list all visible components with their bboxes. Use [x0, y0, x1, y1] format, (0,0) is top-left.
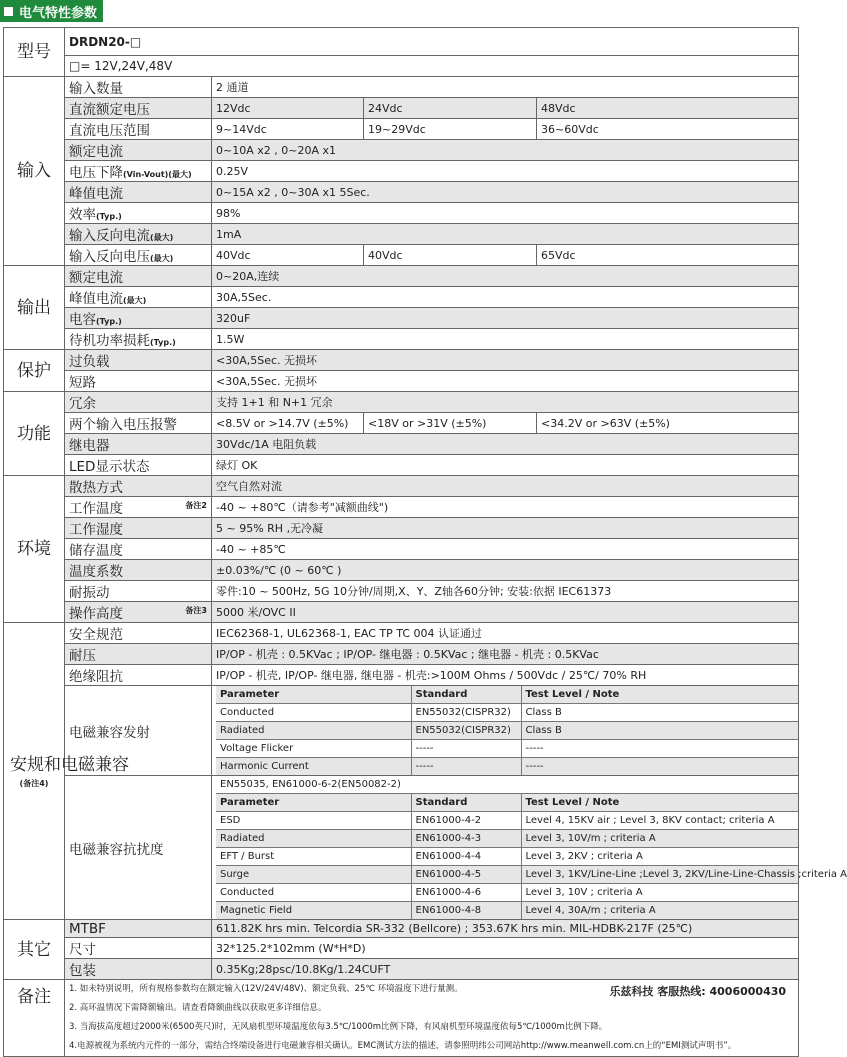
spec-row — [4, 455, 799, 476]
spec-label-text: 效率 — [69, 207, 96, 223]
spec-row — [4, 392, 799, 413]
emi-row — [216, 704, 799, 722]
emi-cell: EN55032(CISPR32) — [411, 722, 521, 740]
spec-value: -40 ~ +80℃（请参考"减额曲线") — [212, 497, 799, 518]
spec-label — [65, 182, 212, 203]
function-category: 功能 — [4, 392, 65, 476]
spec-row — [4, 602, 799, 623]
emi-row — [216, 722, 799, 740]
ems-header-cell: Test Level / Note — [521, 794, 799, 812]
model-category: 型号 — [4, 28, 65, 77]
spec-value: 65Vdc — [537, 245, 799, 266]
spec-value: <8.5V or >14.7V (±5%) — [212, 413, 364, 434]
ems-table — [216, 776, 847, 919]
spec-label — [65, 602, 212, 623]
spec-label-tag: (最大) — [150, 254, 174, 263]
ems-cell: EN61000-4-3 — [411, 830, 521, 848]
spec-label-text: 短路 — [69, 375, 96, 391]
output-category: 输出 — [4, 266, 65, 350]
spec-label-text: 电压下降 — [69, 165, 123, 181]
spec-row — [4, 959, 799, 980]
spec-value: 12Vdc — [212, 98, 364, 119]
ems-table-cell — [212, 776, 847, 920]
spec-label-text: 耐振动 — [69, 585, 110, 601]
spec-value: 5 ~ 95% RH ,无冷凝 — [212, 518, 799, 539]
ems-cell: Level 3, 10V/m ; criteria A — [521, 830, 799, 848]
spec-label — [65, 392, 212, 413]
spec-label-tag: (最大) — [123, 296, 147, 305]
spec-label-tag: (Typ.) — [96, 212, 122, 221]
spec-label — [65, 920, 212, 938]
spec-row — [4, 245, 799, 266]
emi-cell: Voltage Flicker — [216, 740, 411, 758]
spec-value: 40Vdc — [364, 245, 537, 266]
note-item: 1. 如未特别说明，所有规格参数均在额定输入(12V/24V/48V)、额定负载、25℃ 环境温度下进行量测。 — [69, 984, 463, 994]
spec-row — [4, 98, 799, 119]
spec-row — [4, 119, 799, 140]
emi-cell: ----- — [521, 758, 799, 776]
spec-label — [65, 434, 212, 455]
spec-label — [65, 581, 212, 602]
spec-row — [4, 308, 799, 329]
ems-row — [216, 812, 799, 830]
model-voltages: □= 12V,24V,48V — [65, 56, 799, 77]
spec-label-text: 额定电流 — [69, 144, 123, 160]
emi-header-cell: Parameter — [216, 686, 411, 704]
emi-cell: ----- — [411, 758, 521, 776]
spec-value: <30A,5Sec. 无损坏 — [212, 371, 799, 392]
spec-label: 耐压 — [65, 644, 212, 665]
spec-label — [65, 350, 212, 371]
spec-label-tag: (Typ.) — [96, 317, 122, 326]
spec-value: 98% — [212, 203, 799, 224]
spec-value: 320uF — [212, 308, 799, 329]
spec-value: 1.5W — [212, 329, 799, 350]
spec-value: 0~10A x2 , 0~20A x1 — [212, 140, 799, 161]
spec-table — [3, 27, 847, 1057]
ems-cell: EN61000-4-2 — [411, 812, 521, 830]
spec-label — [65, 560, 212, 581]
hotline: 乐兹科技 客服热线: 4006000430 — [609, 985, 787, 998]
ems-cell: EN61000-4-8 — [411, 902, 521, 920]
section-header — [0, 0, 103, 22]
ems-intro: EN55035, EN61000-6-2(EN50082-2) — [216, 776, 799, 794]
spec-label — [65, 203, 212, 224]
ems-cell: Level 3, 2KV ; criteria A — [521, 848, 799, 866]
spec-value: <18V or >31V (±5%) — [364, 413, 537, 434]
spec-row — [4, 161, 799, 182]
ems-header-cell: Standard — [411, 794, 521, 812]
spec-value: IP/OP - 机壳, IP/OP- 继电器, 继电器 - 机壳:>100M Ohms / 500Vdc / 25℃/ 70% RH — [212, 665, 799, 686]
spec-label-tag: (最大) — [150, 233, 174, 242]
ems-cell: Magnetic Field — [216, 902, 411, 920]
spec-label-text: MTBF — [69, 920, 106, 937]
ems-label: 电磁兼容抗扰度 — [65, 776, 212, 920]
spec-label-text: 操作高度 — [69, 606, 123, 622]
spec-label — [65, 140, 212, 161]
notes-cell — [65, 980, 799, 1057]
spec-value: 30A,5Sec. — [212, 287, 799, 308]
note-item: 3. 当海拔高度超过2000米(6500英尺)时，无风扇机型环境温度依每3.5℃/1000m比例下降，有风扇机型环境温度依每5℃/1000m比例下降。 — [69, 1022, 608, 1032]
spec-value: 40Vdc — [212, 245, 364, 266]
spec-row — [4, 224, 799, 245]
spec-label-text: 继电器 — [69, 438, 110, 454]
spec-row — [4, 287, 799, 308]
ems-cell: Level 3, 1KV/Line-Line ;Level 3, 2KV/Line-Line-Chassis ;criteria A — [521, 866, 799, 884]
spec-value: 0~20A,连续 — [212, 266, 799, 287]
emi-cell: ----- — [521, 740, 799, 758]
spec-value: IEC62368-1, UL62368-1, EAC TP TC 004 认证通过 — [212, 623, 799, 644]
spec-value: ±0.03%/℃ (0 ~ 60℃ ) — [212, 560, 799, 581]
spec-label-tag: (Typ.) — [150, 338, 176, 347]
spec-row — [4, 266, 799, 287]
spec-row — [4, 518, 799, 539]
input-category: 输入 — [4, 77, 65, 266]
emi-table — [216, 686, 799, 775]
spec-label — [65, 413, 212, 434]
spec-value: 零件:10 ~ 500Hz, 5G 10分钟/周期,X、Y、Z轴各60分钟; 安装:依据 IEC61373 — [212, 581, 799, 602]
spec-label — [65, 308, 212, 329]
emi-cell: Radiated — [216, 722, 411, 740]
spec-value: 9~14Vdc — [212, 119, 364, 140]
emi-cell: Harmonic Current — [216, 758, 411, 776]
spec-label-text: 散热方式 — [69, 480, 123, 496]
emi-table-cell — [212, 686, 799, 776]
spec-value: 32*125.2*102mm (W*H*D) — [212, 938, 799, 959]
others-category: 其它 — [4, 920, 65, 980]
emi-label: 电磁兼容发射 — [65, 686, 212, 776]
note-item: 4.电源被视为系统内元件的一部分，需结合终端设备进行电磁兼容相关确认。EMC测试方法的描述，请参照明纬公司网站http://www.meanwell.com.cn上的“EMI测试声明书”。 — [69, 1041, 737, 1051]
spec-label — [65, 119, 212, 140]
spec-row — [4, 371, 799, 392]
spec-label-text: 输入反向电压 — [69, 249, 150, 265]
ems-cell: EFT / Burst — [216, 848, 411, 866]
emi-row — [216, 740, 799, 758]
spec-value: -40 ~ +85℃ — [212, 539, 799, 560]
emi-row — [216, 758, 799, 776]
spec-label-text: 额定电流 — [69, 270, 123, 286]
spec-label-text: 直流额定电压 — [69, 102, 150, 118]
spec-value: 5000 米/OVC II — [212, 602, 799, 623]
ems-cell: ESD — [216, 812, 411, 830]
spec-row — [4, 140, 799, 161]
spec-label-text: 电容 — [69, 312, 96, 328]
spec-label — [65, 266, 212, 287]
ems-cell: EN61000-4-6 — [411, 884, 521, 902]
spec-label — [65, 224, 212, 245]
spec-row — [4, 938, 799, 959]
spec-label — [65, 77, 212, 98]
spec-label-tag: (Vin-Vout)(最大) — [123, 170, 192, 179]
spec-row — [4, 203, 799, 224]
spec-row — [4, 476, 799, 497]
ems-cell: Level 3, 10V ; criteria A — [521, 884, 799, 902]
spec-row — [4, 329, 799, 350]
spec-value: 0~15A x2 , 0~30A x1 5Sec. — [212, 182, 799, 203]
ems-header-cell: Parameter — [216, 794, 411, 812]
safety-category-text: 安规和电磁兼容 — [10, 755, 129, 775]
spec-label — [65, 371, 212, 392]
ems-row — [216, 830, 799, 848]
spec-row — [4, 581, 799, 602]
spec-label-text: 包装 — [69, 963, 96, 979]
spec-value: <34.2V or >63V (±5%) — [537, 413, 799, 434]
spec-label: 安全规范 — [65, 623, 212, 644]
spec-row — [4, 350, 799, 371]
spec-label-text: LED显示状态 — [69, 459, 150, 475]
spec-label — [65, 539, 212, 560]
spec-value: 0.25V — [212, 161, 799, 182]
safety-category-note: (备注4) — [19, 779, 49, 788]
spec-row — [4, 497, 799, 518]
spec-row — [4, 434, 799, 455]
spec-label-text: 待机功率损耗 — [69, 333, 150, 349]
ems-cell: Conducted — [216, 884, 411, 902]
protection-category: 保护 — [4, 350, 65, 392]
spec-label-text: 峰值电流 — [69, 186, 123, 202]
ems-row — [216, 848, 799, 866]
spec-value: 空气自然对流 — [212, 476, 799, 497]
spec-row — [4, 560, 799, 581]
spec-label-note: 备注3 — [185, 606, 207, 615]
spec-label — [65, 329, 212, 350]
spec-label-text: 输入数量 — [69, 81, 123, 97]
spec-label-text: 过负载 — [69, 354, 110, 370]
ems-row — [216, 866, 799, 884]
spec-label — [65, 287, 212, 308]
spec-value: 36~60Vdc — [537, 119, 799, 140]
emi-header-cell: Test Level / Note — [521, 686, 799, 704]
spec-label — [65, 497, 212, 518]
spec-value: IP/OP - 机壳 : 0.5KVac ; IP/OP- 继电器 : 0.5KVac ; 继电器 - 机壳 : 0.5KVac — [212, 644, 799, 665]
spec-label-note: 备注2 — [185, 501, 207, 510]
spec-row — [4, 539, 799, 560]
spec-label — [65, 98, 212, 119]
ems-cell: Radiated — [216, 830, 411, 848]
notes-category: 备注 — [4, 980, 65, 1057]
spec-label-text: 输入反向电流 — [69, 228, 150, 244]
spec-label-text: 两个输入电压报警 — [69, 417, 177, 433]
spec-value: 19~29Vdc — [364, 119, 537, 140]
spec-label-text: 尺寸 — [69, 942, 96, 958]
ems-cell: EN61000-4-5 — [411, 866, 521, 884]
emi-cell: Class B — [521, 704, 799, 722]
spec-label — [65, 161, 212, 182]
emi-cell: ----- — [411, 740, 521, 758]
square-icon — [4, 7, 13, 16]
spec-label — [65, 518, 212, 539]
ems-cell: Level 4, 15KV air ; Level 3, 8KV contact; criteria A — [521, 812, 799, 830]
ems-cell: Level 4, 30A/m ; criteria A — [521, 902, 799, 920]
spec-row — [4, 182, 799, 203]
spec-row — [4, 413, 799, 434]
spec-value: 30Vdc/1A 电阻负载 — [212, 434, 799, 455]
spec-label — [65, 476, 212, 497]
spec-label — [65, 245, 212, 266]
note-item: 2. 高环温情况下需降额输出。请查看降额曲线以获取更多详细信息。 — [69, 1003, 327, 1013]
model-name: DRDN20-□ — [65, 28, 799, 56]
spec-label-text: 冗余 — [69, 396, 96, 412]
spec-value: 支持 1+1 和 N+1 冗余 — [212, 392, 799, 413]
spec-value: 绿灯 OK — [212, 455, 799, 476]
ems-row — [216, 884, 799, 902]
spec-label-text: 温度系数 — [69, 564, 123, 580]
ems-cell: Surge — [216, 866, 411, 884]
spec-row — [4, 77, 799, 98]
spec-row — [4, 920, 799, 938]
emi-cell: Conducted — [216, 704, 411, 722]
spec-label — [65, 938, 212, 959]
spec-label-text: 工作湿度 — [69, 522, 123, 538]
ems-row — [216, 902, 799, 920]
spec-label-text: 储存温度 — [69, 543, 123, 559]
spec-value: 48Vdc — [537, 98, 799, 119]
spec-label — [65, 455, 212, 476]
spec-value: 611.82K hrs min. Telcordia SR-332 (Bellcore) ; 353.67K hrs min. MIL-HDBK-217F (25℃) — [212, 920, 799, 938]
spec-value: <30A,5Sec. 无损坏 — [212, 350, 799, 371]
spec-value: 2 通道 — [212, 77, 799, 98]
emi-header-cell: Standard — [411, 686, 521, 704]
spec-value: 1mA — [212, 224, 799, 245]
spec-label-text: 工作温度 — [69, 501, 123, 517]
spec-label-text: 峰值电流 — [69, 291, 123, 307]
spec-label: 绝缘阻抗 — [65, 665, 212, 686]
emi-cell: Class B — [521, 722, 799, 740]
section-title: 电气特性参数 — [19, 5, 98, 21]
spec-value: 0.35Kg;28psc/10.8Kg/1.24CUFT — [212, 959, 799, 980]
emi-cell: EN55032(CISPR32) — [411, 704, 521, 722]
spec-value: 24Vdc — [364, 98, 537, 119]
ems-cell: EN61000-4-4 — [411, 848, 521, 866]
spec-label-text: 直流电压范围 — [69, 123, 150, 139]
environment-category: 环境 — [4, 476, 65, 623]
spec-label — [65, 959, 212, 980]
